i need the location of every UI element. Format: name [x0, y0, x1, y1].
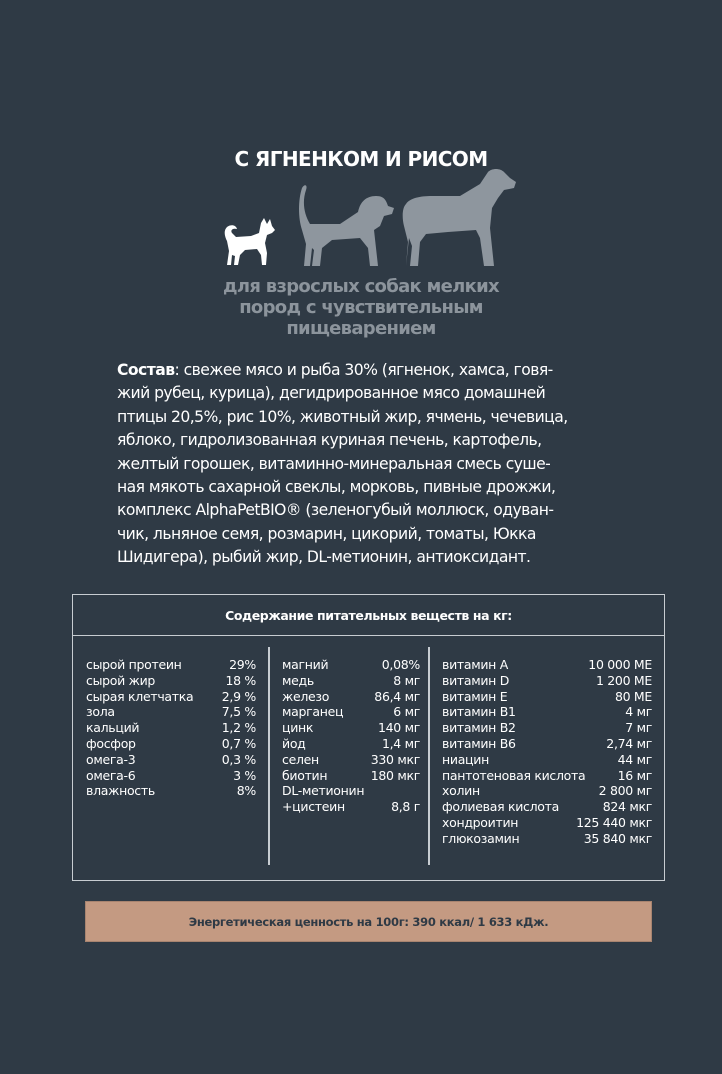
nutrient-row: медь 8 мг — [282, 672, 420, 688]
nutrient-row: магний 0,08% — [282, 657, 420, 672]
nutrient-row: влажность 8% — [86, 783, 256, 799]
nutrient-row: хондроитин 125 440 мкг — [442, 814, 652, 830]
nutrients-column-macros — [86, 657, 256, 799]
dog-size-icons — [218, 168, 518, 268]
nutrient-row: глюкозамин 35 840 мкг — [442, 830, 652, 846]
column-divider — [428, 647, 430, 865]
nutrient-row: витамин B2 7 мг — [442, 720, 652, 736]
nutrient-row: кальций 1,2 % — [86, 720, 256, 736]
column-divider — [268, 647, 270, 865]
composition-line: ная мякоть сахарной свеклы, морковь, пивные дрожжи, — [117, 478, 556, 497]
nutrient-row: витамин B1 4 мг — [442, 704, 652, 720]
medium-dog-icon — [296, 182, 396, 268]
subtitle-line: пищеварением — [286, 318, 436, 339]
composition-label: Состав — [117, 361, 175, 379]
nutrients-table-title: Содержание питательных веществ на кг: — [73, 595, 664, 636]
nutrient-row: селен 330 мкг — [282, 751, 420, 767]
product-title: С ЯГНЕНКОМ И РИСОМ — [234, 147, 488, 171]
composition-line: желтый горошек, витаминно-минеральная смесь суше- — [117, 454, 551, 473]
nutrient-row: марганец 6 мг — [282, 704, 420, 720]
nutrient-row: витамин D 1 200 МЕ — [442, 672, 652, 688]
nutrient-row: железо 86,4 мг — [282, 688, 420, 704]
nutrient-row: DL-метионин — [282, 783, 365, 799]
large-dog-icon — [396, 168, 518, 268]
nutrient-row: зола 7,5 % — [86, 704, 256, 720]
nutrient-row: ниацин 44 мг — [442, 751, 652, 767]
nutrient-row: фосфор 0,7 % — [86, 735, 256, 751]
composition-line: жий рубец, курица), дегидрированное мясо домашней — [117, 384, 546, 403]
composition-line: яблоко, гидролизованная куриная печень, картофель, — [117, 431, 542, 450]
energy-value-bar: Энергетическая ценность на 100г: 390 ккал/ 1 633 кДж. — [85, 901, 652, 942]
nutrient-row: биотин 180 мкг — [282, 767, 420, 783]
nutrient-row: сырой жир 18 % — [86, 672, 256, 688]
nutrient-row: витамин A 10 000 МЕ — [442, 657, 652, 672]
nutrient-row: +цистеин 8,8 г — [282, 799, 420, 815]
nutrient-row: сырой протеин 29% — [86, 657, 256, 672]
composition-line: птицы 20,5%, рис 10%, животный жир, ячмень, чечевица, — [117, 407, 568, 426]
nutrients-table — [72, 594, 665, 881]
subtitle-line: для взрослых собак мелких — [223, 276, 499, 297]
nutrient-row: витамин E 80 МЕ — [442, 688, 652, 704]
small-dog-icon — [223, 215, 278, 267]
nutrient-row: витамин B6 2,74 мг — [442, 735, 652, 751]
nutrient-row: сырая клетчатка 2,9 % — [86, 688, 256, 704]
nutrient-row: пантотеновая кислота 16 мг — [442, 767, 652, 783]
nutrients-column-vitamins — [442, 657, 652, 847]
product-subtitle — [0, 276, 722, 339]
nutrient-row: йод 1,4 мг — [282, 735, 420, 751]
nutrient-row: цинк 140 мг — [282, 720, 420, 736]
composition-line: Состав: свежее мясо и рыба 30% (ягненок, хамса, говя- — [117, 361, 553, 379]
nutrient-row: фолиевая кислота 824 мкг — [442, 799, 652, 815]
nutrients-column-minerals — [282, 657, 420, 815]
composition-line: Шидигера), рыбий жир, DL-метионин, антиоксидант. — [117, 548, 531, 567]
nutrient-row: холин 2 800 мг — [442, 783, 652, 799]
nutrient-row: омега-3 0,3 % — [86, 751, 256, 767]
composition-text — [117, 359, 625, 570]
subtitle-line: пород с чувствительным — [239, 297, 483, 318]
composition-line: чик, льняное семя, розмарин, цикорий, томаты, Юкка — [117, 524, 536, 543]
nutrient-row: омега-6 3 % — [86, 767, 256, 783]
composition-line: комплекс AlphaPetBIO® (зеленогубый моллюск, одуван- — [117, 501, 554, 520]
